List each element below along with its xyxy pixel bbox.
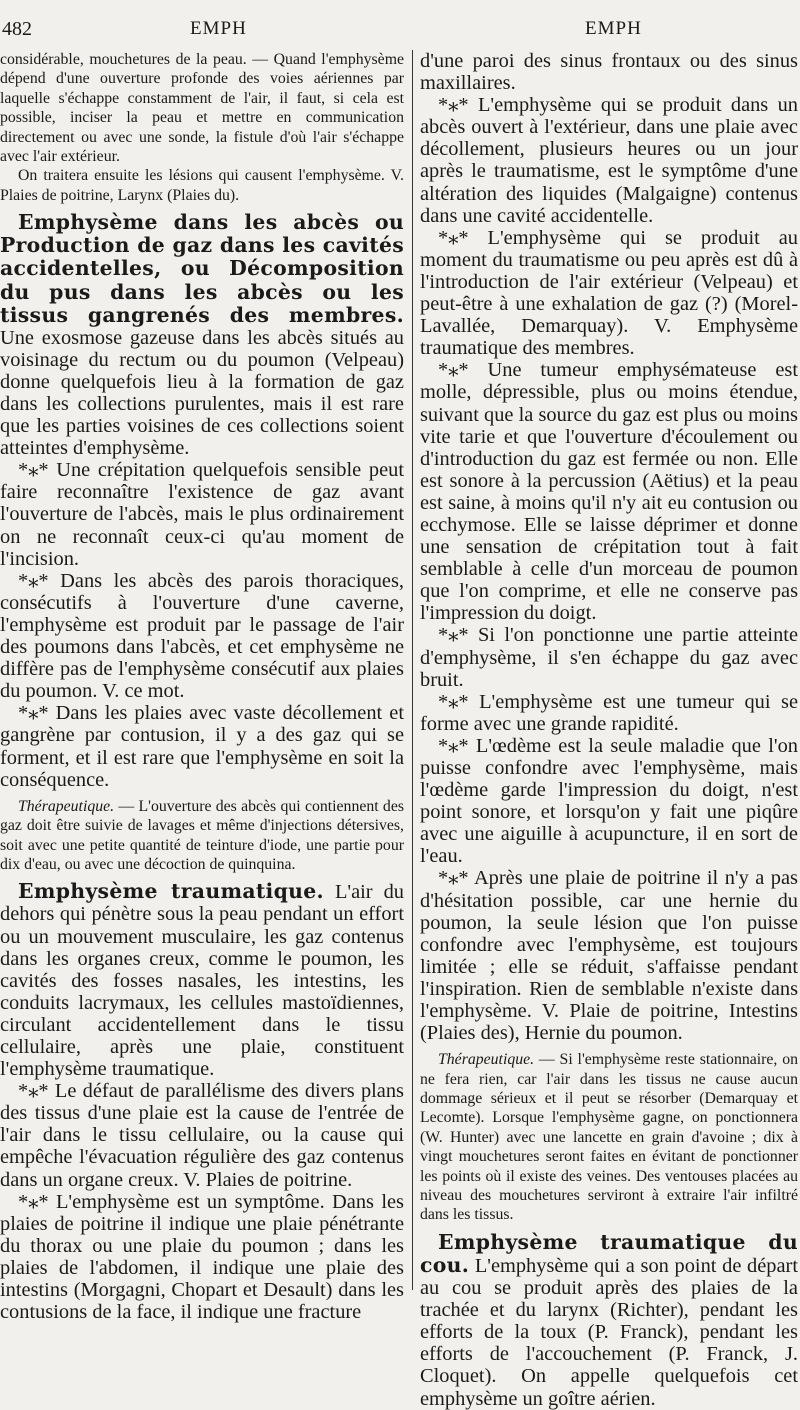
paragraph: *⁎* Une tumeur emphysémateuse est molle, dépressible, plus ou moins étendue, suivant que la source du gaz est plus ou moins vite tarie et que l'ouverture d'écoulement ou d'introduction du gaz est fermée ou non. Elle est sonore à la percussion (Aëtius) et la peau est saine, à moins qu'il n'y ait eu contusion ou ecchymose. Elle se laisse déprimer et donne une sensation de crépitation tout à fait semblable à celle d'un morceau de poumon que l'on comprime, et elle ne conserve pas l'impression du doigt. bbox=[420, 359, 798, 625]
paragraph: considérable, mouchetures de la peau. — Quand l'emphysème dépend d'une ouverture profonde des voies aériennes par laquelle s'échappe constamment de l'air, il faut, si cela est possible, inciser la peau et mettre en communication directement ou avec une sonde, la fistule d'où l'air s'échappe avec l'air extérieur. bbox=[0, 51, 404, 166]
therapeutique-paragraph bbox=[420, 1050, 798, 1225]
page-header bbox=[0, 18, 800, 48]
paragraph: *⁎* L'emphysème est une tumeur qui se forme avec une grande rapidité. bbox=[420, 690, 798, 735]
therapeutique-text: — Si l'emphysème reste stationnaire, on ne fera rien, car l'air dans les tissus ne cause aucun dommage sérieux et il peut se résorber (Demarquay et Lecomte). Lorsque l'emphysème gagne, on ponctionnera (W. Hunter) avec une lancette en grain d'avoine ; dix à vingt mouchetures seront faites en évitant de ponctionner les points où il existe des veines. Des ventouses placées au niveau des mouchetures serviront à extraire l'air infiltré dans les tissus. bbox=[420, 1051, 798, 1224]
left-column bbox=[0, 50, 404, 1323]
paragraph: *⁎* L'emphysème qui se produit au moment du traumatisme ou peu après est dû à l'introduction de l'air extérieur (Velpeau) et peut-être à une exhalation de gaz (?) (Morel-Lavallée, Demarquay). V. Emphysème traumatique des membres. bbox=[420, 226, 798, 360]
paragraph: d'une paroi des sinus frontaux ou des sinus maxillaires. bbox=[420, 50, 798, 95]
column-divider bbox=[412, 50, 413, 1290]
entry-text: L'emphysème qui a son point de départ au cou se produit après des plaies de la trachée et du larynx (Richter), pendant les efforts de la toux (P. Franck), pendant les efforts de l'accouchement (P. Franck, J. Cloquet). On appelle quelquefois cet emphysème un goître aérien. bbox=[420, 1254, 798, 1410]
paragraph: *⁎* Dans les plaies avec vaste décollement et gangrène par contusion, il y a des gaz qui se forment, et il est rare que l'emphysème en soit la conséquence. bbox=[0, 702, 404, 791]
therapeutique-label: Thérapeutique. bbox=[18, 797, 115, 815]
paragraph: *⁎* L'emphysème qui se produit dans un abcès ouvert à l'extérieur, dans une plaie avec décollement, plusieurs heures ou un jour après le traumatisme, est le symptôme d'une altération des liquides (Malgaigne) contenus dans une cavité accidentelle. bbox=[420, 94, 798, 227]
therapeutique-text: — L'ouverture des abcès qui contiennent des gaz doit être suivie de lavages et même d'injections détersives, soit avec une petite quantité de teinture d'iode, une partie pour dix d'eau, ou avec une décoction de quinquina. bbox=[0, 797, 404, 873]
running-head-left: EMPH bbox=[190, 18, 247, 39]
entry-text: L'air du dehors qui pénètre sous la peau pendant un effort ou un mouvement musculaire, les gaz contenus dans les organes creux, comme le poumon, les cavités des fosses nasales, les intestins, les conduits lacrymaux, les cellules mastoïdiennes, circulant accidentellement dans le tissu cellulaire, après une plaie, constituent l'emphysème traumatique. bbox=[0, 881, 404, 1081]
therapeutique-label: Thérapeutique. bbox=[438, 1051, 535, 1069]
paragraph: *⁎* Une crépitation quelquefois sensible peut faire reconnaître l'existence de gaz avant l'ouverture de l'abcès, mais le plus ordinairement on ne reconnaît ceux-ci qu'au moment de l'incision. bbox=[0, 459, 404, 570]
running-head-right: EMPH bbox=[585, 18, 642, 39]
paragraph: *⁎* Le défaut de parallélisme des divers plans des tissus d'une plaie est la cause de l'entrée de l'air dans le tissu cellulaire, ou la cause qui empêche l'évacuation régulière des gaz contenus dans un organe creux. V. Plaies de poitrine. bbox=[0, 1080, 404, 1191]
entry-abces bbox=[0, 211, 404, 459]
paragraph: *⁎* Après une plaie de poitrine il n'y a pas d'hésitation possible, car une hernie du poumon, la seule lésion que l'on puisse confondre avec l'emphysème, est toujours limitée ; elle se réduit, s'affaisse pendant l'inspiration. Rien de semblable n'existe dans l'emphysème. V. Plaie de poitrine, Intestins (Plaies des), Hernie du poumon. bbox=[420, 867, 798, 1045]
entry-heading: Emphysème traumatique du cou. bbox=[420, 1229, 798, 1277]
paragraph: *⁎* Dans les abcès des parois thoraciques, consécutifs à l'ouverture d'une caverne, l'emphysème est produit par le passage de l'air des poumons dans l'abcès, et cet emphysème ne diffère pas de l'emphysème consécutif aux plaies du poumon. V. ce mot. bbox=[0, 569, 404, 703]
entry-traumatique bbox=[0, 880, 404, 1080]
therapeutique-paragraph bbox=[0, 797, 404, 875]
entry-heading: Emphysème dans les abcès ou Production de gaz dans les cavités accidentelles, ou Décomposition du pus dans les abcès ou les tissus gangrenés des membres. bbox=[0, 210, 404, 327]
paragraph: *⁎* Si l'on ponctionne une partie atteinte d'emphysème, il s'en échappe du gaz avec bruit. bbox=[420, 624, 798, 691]
page-number: 482 bbox=[2, 18, 32, 40]
right-column bbox=[420, 50, 798, 1410]
paragraph: *⁎* L'œdème est la seule maladie que l'on puisse confondre avec l'emphysème, mais l'œdème garde l'impression du doigt, n'est point sonore, et lorsqu'on y fait une piqûre avec une aiguille à acupuncture, il en sort de l'eau. bbox=[420, 734, 798, 868]
entry-text: Une exosmose gazeuse dans les abcès situés au voisinage du rectum ou du poumon (Velpeau) donne quelquefois lieu à la formation de gaz dans les collections purulentes, mais il est rare que les parties voisines de ces collections soient atteintes d'emphysème. bbox=[0, 326, 404, 460]
entry-cou bbox=[420, 1231, 798, 1410]
paragraph: On traitera ensuite les lésions qui causent l'emphysème. V. Plaies de poitrine, Larynx (Plaies du). bbox=[0, 167, 404, 204]
paragraph: *⁎* L'emphysème est un symptôme. Dans les plaies de poitrine il indique une plaie pénétrante du thorax ou une plaie du poumon ; dans les plaies de l'abdomen, il indique une plaie des intestins (Morgagni, Chopart et Desault) dans les contusions de la face, il indique une fracture bbox=[0, 1190, 404, 1324]
entry-heading: Emphysème traumatique. bbox=[18, 879, 324, 904]
